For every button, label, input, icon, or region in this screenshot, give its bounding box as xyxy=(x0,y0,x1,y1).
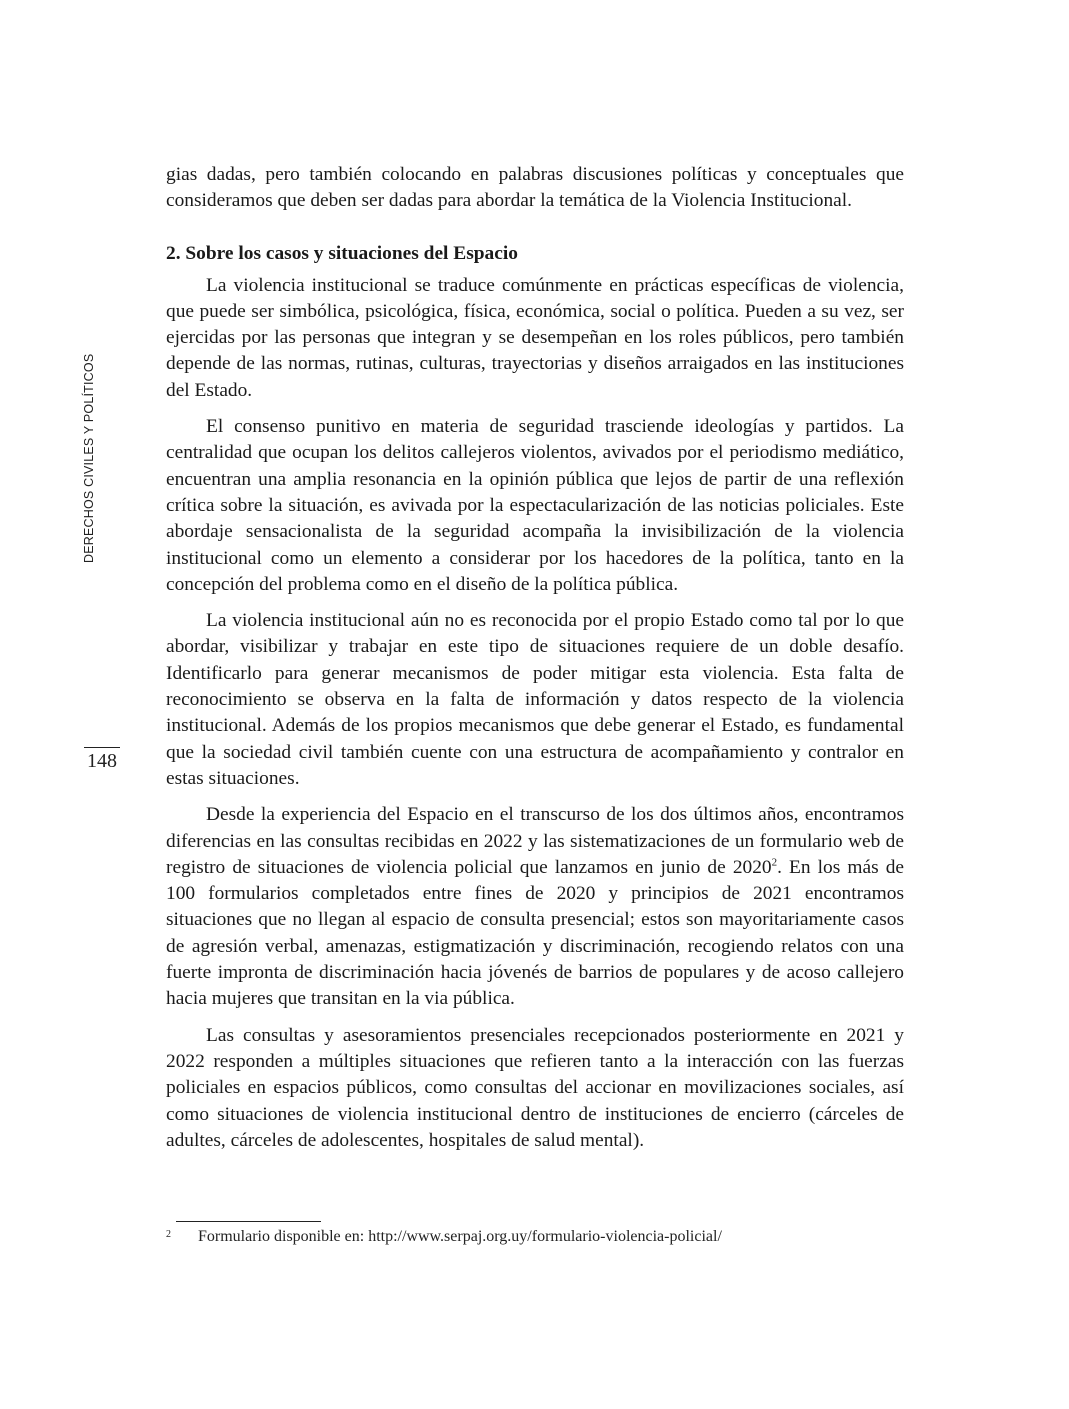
body-paragraph-1: La violencia institucional se traduce comúnmente en prácticas específicas de violencia, que puede ser simbólica, psicológica, física, económica, social o política. Pueden a su vez, ser ejercidas por las personas que integran y se desempeñan en los roles públicos, pero también depende de las normas, rutinas, culturas, trayectorias y diseños arraigados en las instituciones del Estado. xyxy=(166,274,904,401)
paragraph-text-after-note: . En los más de 100 formularios completados entre fines de 2020 y principios de 2021 encontramos situaciones que no llegan al espacio de consulta presencial; estos son mayoritariamente casos de agresión verbal, amenazas, estigmatización y discriminación, recogiendo relatos con una fuerte impronta de discriminación hacia jóvenés de barrios de populares y de acoso callejero hacia mujeres que transitan en la via pública. xyxy=(166,856,904,1010)
footnote-marker: 2 xyxy=(166,1229,171,1240)
section-heading: 2. Sobre los casos y situaciones del Espacio xyxy=(166,242,518,264)
footnote-separator xyxy=(176,1221,321,1222)
body-paragraph-2: El consenso punitivo en materia de seguridad trasciende ideologías y partidos. La centralidad que ocupan los delitos callejeros violentos, avivados por el periodismo mediático, encuentran una amplia resonancia en la opinión pública que lejos de partir de una reflexión crítica sobre la situación, es avivada por la espectacularización de las noticias policiales. Este abordaje sensacionalista de la seguridad acompaña la invisibilización de la violencia institucional como un elemento a considerar por los hacedores de la política, tanto en la concepción del problema como en el diseño de la política pública. xyxy=(166,416,904,595)
section-side-label: DERECHOS CIVILES Y POLÍTICOS xyxy=(82,353,96,563)
body-paragraph-3: La violencia institucional aún no es reconocida por el propio Estado como tal por lo que abordar, visibilizar y trabajar en este tipo de situaciones requiere de un doble desafío. Identificarlo para generar mecanismos de poder mitigar esta violencia. Esta falta de reconocimiento se observa en la falta de información y datos respecto de la violencia institucional. Además de los propios mecanismos que debe generar el Estado, es fundamental que la sociedad civil también cuente con una estructura de acompañamiento y contralor en estas situaciones. xyxy=(166,610,904,789)
intro-paragraph: gias dadas, pero también colocando en palabras discusiones políticas y conceptuales que consideramos que deben ser dadas para abordar la temática de la Violencia Institucional. xyxy=(166,164,904,212)
footnote-reference[interactable]: 2 xyxy=(771,856,778,869)
paragraph-text-before-note: Desde la experiencia del Espacio en el transcurso de los dos últimos años, encontramos diferencias en las consultas recibidas en 2022 y las sistematizaciones de un formulario web de registro de situaciones de violencia policial que lanzamos en junio de 2020 xyxy=(166,804,904,878)
page-number-rule xyxy=(84,747,120,748)
footnote-text: Formulario disponible en: http://www.serpaj.org.uy/formulario-violencia-policial/ xyxy=(198,1228,722,1245)
body-paragraph-5: Las consultas y asesoramientos presenciales recepcionados posteriormente en 2021 y 2022 responden a múltiples situaciones que refieren tanto a la interacción con las fuerzas policiales en espacios públicos, como consultas del accionar en movilizaciones sociales, así como situaciones de violencia institucional dentro de instituciones de encierro (cárceles de adultes, cárceles de adolescentes, hospitales de salud mental). xyxy=(166,1024,904,1151)
body-paragraph-4 xyxy=(166,802,904,1012)
page-number: 148 xyxy=(87,750,117,772)
main-text-column xyxy=(166,162,904,1154)
